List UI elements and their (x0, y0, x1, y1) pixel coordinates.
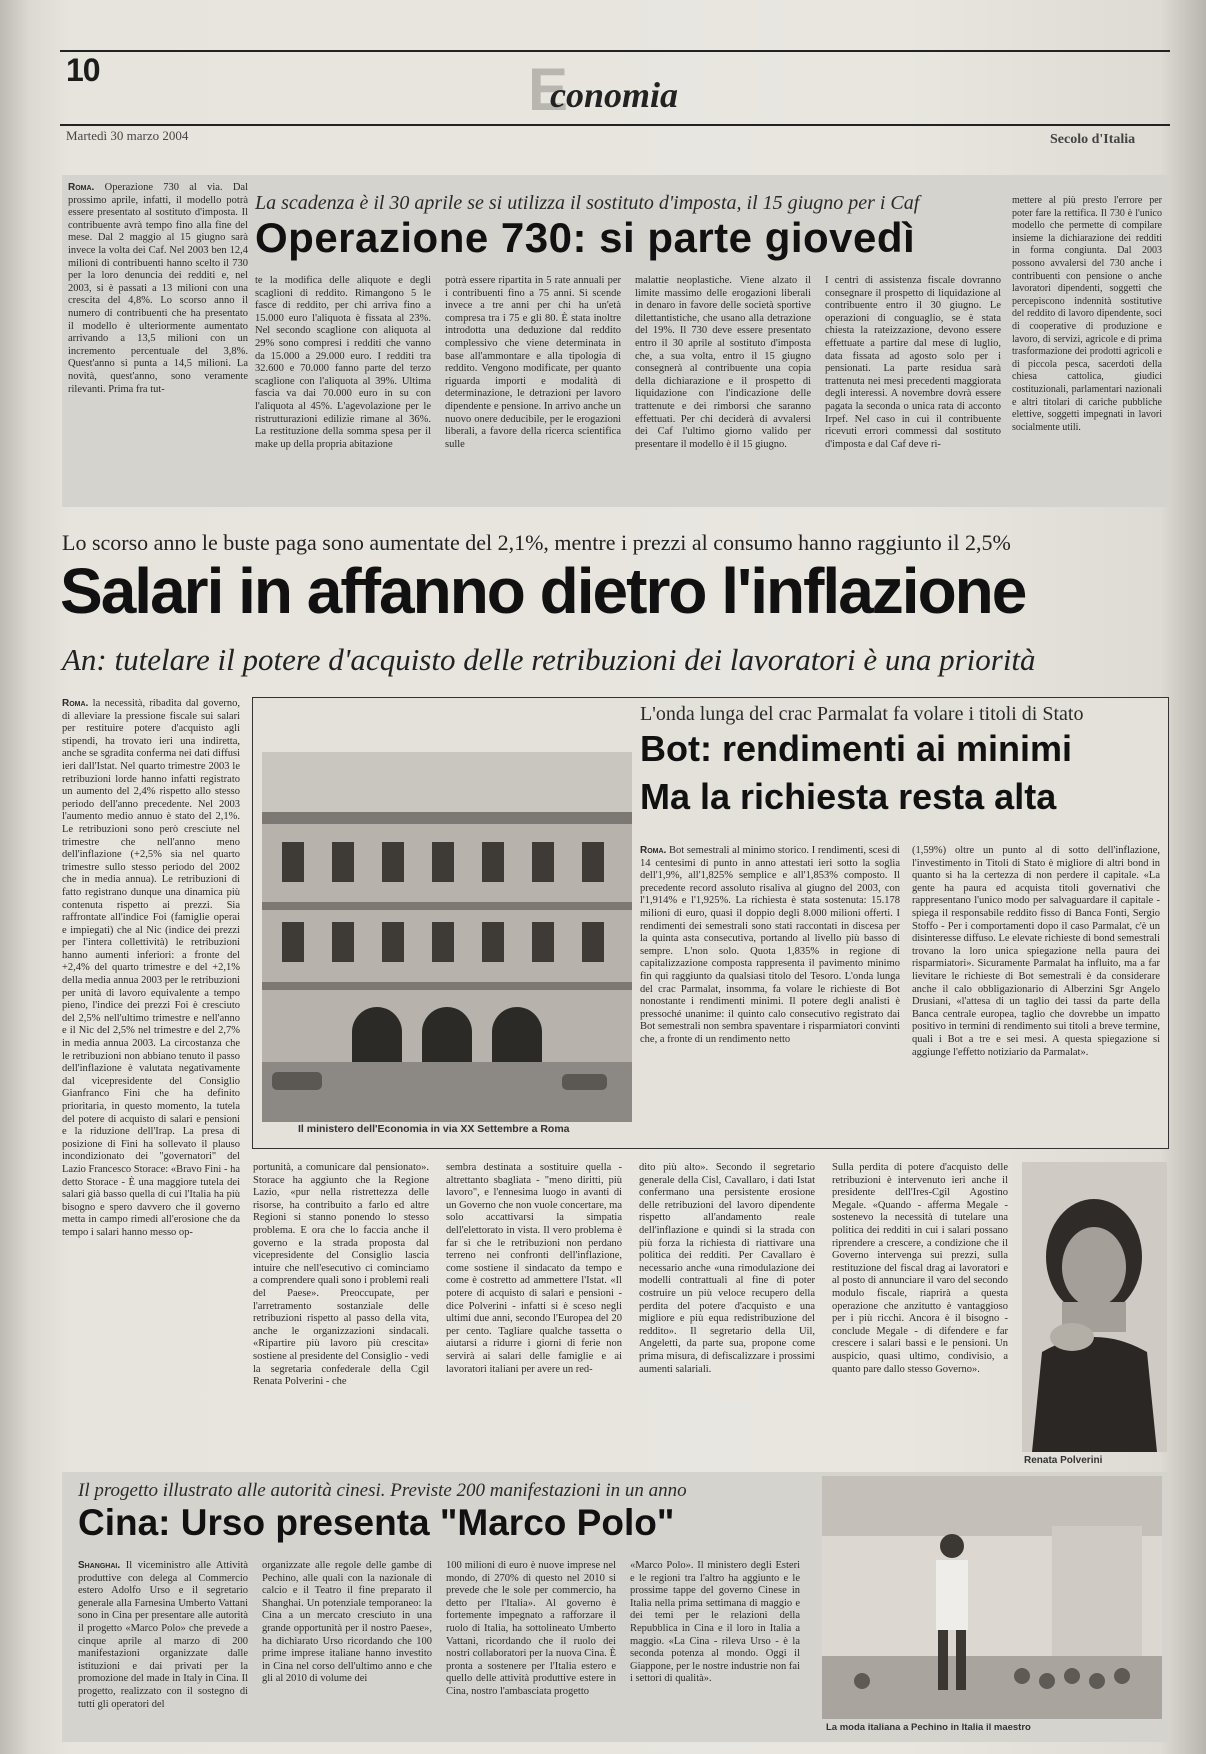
china-kicker: Il progetto illustrato alle autorità cinesi. Previste 200 manifestazioni in un anno (78, 1480, 687, 1501)
polverini-photo (1022, 1162, 1167, 1452)
china-col-2: organizzate alle regole delle gambe di Pechino, alle quali con la nazionale di calcio e il Teatro il fine preparato il Shanghai. Un potenziale temporaneo: la Cina a un mercato cresciuto in una grande opportunità per il nostro Paese», ha dichiarato Urso ricordando che 100 prime imprese italiane hanno investito in Cina nel corso dell'ultimo anno e che gli al 2010 di volume dei (262, 1560, 432, 1685)
dateline: Roma. (640, 845, 667, 856)
fashion-show-illustration (822, 1476, 1162, 1719)
section-initial: E (528, 56, 569, 123)
article-730-col-2: te la modifica delle aliquote e degli scaglioni di reddito. Rimangono 5 le fasce di reddito, per chi arriva fino a 15.000 euro l'aliquota è fissata al 23%. Nel secondo scaglione con aliquota al 29% sono compresi i redditi che vanno da 15.000 a 29.000 euro. I redditi tra 32.600 e 70.000 fanno parte del terzo scaglione con l'aliquota al 39%. Ultima fascia va dai 70.000 euro in su con l'aliquota al 45%. L'agevolazione per le ristrutturazioni edilizie rimane al 36%. La restituzione della somma spesa per il make up della propria abitazione (255, 275, 431, 450)
main-subhead: An: tutelare il potere d'acquisto delle retribuzioni dei lavoratori è una priorità (62, 642, 1036, 677)
dateline: Roma. (68, 182, 95, 193)
main-col-4: dito più alto». Secondo il segretario generale della Cisl, Cavallaro, i dati Istat confermano una persistente erosione delle retribuzioni del lavoro dipendente rispetto all'andamento reale dell'inflazione e quindi si la strada con più forza la richiesta di riattivare una politica dei redditi. Per Cavallaro è necessario anche «una rimodulazione dei modelli contrattuali al fine di poter costruire un più veloce recupero della perdita del potere d'acquisto e una migliore e più equa redistribuzione del reddito». Il segretario della Uil, Angeletti, da parte sua, propone come prima misura, di defiscalizzare i prossimi aumenti salariali. (639, 1162, 815, 1375)
header-top-rule (60, 50, 1170, 52)
fashion-show-photo (822, 1476, 1162, 1719)
main-col-3: sembra destinata a sostituire quella - altrettanto sbagliata - "meno diritti, più lavoro", e l'ennesima luogo in avanti di un Governo che non vuole concertare, ma solo accattivarsi la simpatia dell'elettorato in vista. Il vero problema è far sì che le retribuzioni non perdano terreno nei confronti dell'inflazione, come sostiene il sindacato da tempo e come è costretto ad ammettere l'Istat. «Il potere di acquisto di salari e pensioni - dice Polverini - infatti si è sceso negli ultimi due anni, secondo l'Europea del 20 per cento. Tagliare qualche tassetta o aiutarsi a ridurre i giorni di ferie non servirà ai salari delle famiglie e ai lavoratori italiani per avere un red- (446, 1162, 622, 1375)
china-col-1: Shanghai. Il viceministro alle Attività produttive con delega al Commercio estero Adolfo Urso e il segretario generale alla Farnesina Umberto Vattani sono in Cina per presentare alle autorità il progetto «Marco Polo» che prevede a cinque aprile al marzo di 200 manifestazioni organizzate dalle istituzioni e dai privati per la promozione del made in Italy in Cina. Il progetto, realizzato con il sostegno di tutti gli operatori del (78, 1560, 248, 1710)
bot-col-1: Roma. Bot semestrali al minimo storico. I rendimenti, scesi di 14 centesimi di punto in anno attestati ieri sotto la soglia dell'1,9%, all'1,825% semplice e all'1,853% composto. Il precedente record assoluto risaliva al giugno del 2003, con l'1,914% e l'1,925%. La richiesta è stata sostenuta: 15.178 milioni di euro, quasi il doppio degli 8.000 milioni offerti. I rendimenti dei semestrali sono stati raccontati in discesa per la quinta asta consecutiva, portando al livello più basso di sempre. L'non solo. Quota 1,835% in regione di capitalizzazione composta rappresenta il pavimento minimo fin qui raggiunto da qualsiasi titolo del Tesoro. L'onda lunga del crac Parmalat, insomma, fa volare le richieste di Bot nonostante i rendimenti minimi. Il potere degli analisti è pressoché unanime: il quinto calo consecutivo registrato dai Bot semestrali non sembra spaventare i risparmiatori convinti che, a fronte di un rendimento netto (640, 845, 900, 1045)
main-left-col: Roma. la necessità, ribadita dal governo, di alleviare la pressione fiscale sui salari per restituire potere d'acquisto agli stipendi, ha trovato ieri una indiretta, anche se sgradita conferma nei dati diffusi ieri dall'Istat. Nel quarto trimestre 2003 le retribuzioni lorde hanno infatti registrato un aumento del 2,4% rispetto allo stesso periodo dell'anno precedente. Nel 2003 l'aumento medio annuo è stato del 2,1%. Le retribuzioni sono però cresciute nel trimestre che nell'anno meno dell'inflazione (+2,5% sia nel quarto trimestre sullo stesso periodo del 2002 che in media annua). Le retribuzioni di fatto registrano dunque una dinamica più contenuta rispetto ai prezzi. Sia raffrontate all'indice Foi (famiglie operai e impiegati) che al Nic (indice dei prezzi per l'intera collettività) le retribuzioni hanno aumenti inferiori: a fronte del +2,4% del quarto trimestre e del +2,1% della media annua 2003 per le retribuzioni per unità di lavoro equivalente a tempo pieno, l'indice dei prezzi Foi è cresciuto del 2,5% nell'ultimo trimestre e nell'anno e il Nic del 2,5% nel trimestre e del 2,7% in media annua 2003. La circostanza che le retribuzioni non abbiano tenuto il passo dell'inflazione è valutata negativamente dal vicepresidente del Consiglio Gianfranco Fini che ha definito prioritaria, in questo momento, la tutela del potere di acquisto di salari e pensioni e la riduzione dell'Irap. La presa di posizione di Fini ha sollevato il plauso incondizionato dei "governatori" del Lazio Francesco Storace: «Bravo Fini - ha detto Storace - È una maggiore tutela dei salari già basso quella di cui l'Italia ha più bisogno e spero davvero che il governo metta in campo rimedi all'erosione che da tempo i salari hanno messo op- (62, 698, 240, 1238)
ministry-building-illustration (262, 752, 632, 1122)
article-730-col-5: I centri di assistenza fiscale dovranno consegnare il prospetto di liquidazione al contribuente entro il 30 giugno. Le operazioni di conguaglio, se è stata chiesta la rateizzazione, devono essere effettuate a partire dal mese di luglio, data fissata ad agosto solo per i pensionati. La parte residua sarà trattenuta nei mesi precedenti maggiorata degli interessi. A novembre dovrà essere pagata la seconda o unica rata di acconto Irpef. Nel caso in cui il contribuente ricevuti errori commessi dal sostituto d'imposta e dal Caf deve ri- (825, 275, 1001, 450)
polverini-caption: Renata Polverini (1024, 1455, 1103, 1466)
bot-headline-line-2: Ma la richiesta resta alta (640, 776, 1057, 817)
ministry-building-photo (262, 752, 632, 1122)
header-date: Martedì 30 marzo 2004 (66, 128, 189, 143)
portrait-illustration (1022, 1162, 1167, 1452)
article-730-kicker: La scadenza è il 30 aprile se si utilizza il sostituto d'imposta, il 15 giugno per i Caf (255, 192, 920, 214)
bot-col-2: (1,59%) oltre un punto al di sotto dell'inflazione, l'investimento in Titoli di Stato è migliore di altri bond in quanto si ha la certezza di non perdere il capitale. «La gente ha paura ed acquista titoli governativi che rappresentano l'unico modo per salvaguardare il capitale - spiega il responsabile reddito fisso di Banca Fonti, Sergio Stoffo - Per i comportamenti dopo il caso Parmalat, c'è un disinteresse diffuso. Le elevate richieste di bond semestrali trovano la loro unica spiegazione nella paura dei risparmiatori». Sicuramente Parmalat ha influito, ma a far lievitare le richieste di Bot semestrali è da considerare anche il calo obbligazionario di Alberzini Sgr Angelo Drusiani, «l'attesa di un taglio dei tassi da parte della Banca centrale europea, taglio che dovrebbe un impatto positivo in termini di rendimento sui titoli a breve termine, quali i Bot a tre e sei mesi. A questa spiegazione si aggiunge l'effetto notiziario da Parmalat». (912, 845, 1160, 1058)
china-col-3: 100 milioni di euro è nuove imprese nel mondo, di 270% di questo nel 2010 si prevede che le sole per commercio, ha detto per l'Italia». Al governo è fortemente impegnato a rafforzare il ruolo di Italia, ha sottolineato Umberto Vattani, ricordando che il ruolo dei nostri collaboratori per la nuova Cina. È pronta a sostenere per l'Italia estero e quello delle attività produttive estere in Cina, nostro l'ambasciata progetto (446, 1560, 616, 1697)
ministry-photo-caption: Il ministero dell'Economia in via XX Settembre a Roma (298, 1123, 570, 1135)
china-headline: Cina: Urso presenta "Marco Polo" (78, 1502, 675, 1543)
main-kicker: Lo scorso anno le buste paga sono aumentate del 2,1%, mentre i prezzi al consumo hanno raggiunto il 2,5% (62, 530, 1011, 555)
header-bottom-rule (60, 124, 1170, 126)
section-name: conomia (550, 75, 679, 115)
article-730-col-1: Roma. Operazione 730 al via. Dal prossimo aprile, infatti, il modello potrà essere presentato al sostituto d'imposta. Il contribuente avrà tempo fino alla fine del mese. Dal 2 maggio al 15 giugno sarà invece la volta dei Caf. Nel 2003 ben 12,4 milioni di contribuenti hanno scelto il 730 per la loro denuncia dei redditi e, nel 2003, si è passati a 13 milioni con una crescita del 4,8%. Lo scorso anno il numero di contribuenti che ha presentato il modello è ulteriormente aumentato arrivando a 13,5 milioni con un incremento percentuale del 3,8%. Quest'anno si punta a 14,5 milioni. La novità, quest'anno, sono veramente rilevanti. Prima fra tut- (68, 182, 248, 395)
page-number: 10 (66, 52, 100, 88)
article-730-headline: Operazione 730: si parte giovedì (255, 214, 916, 261)
fashion-photo-caption: La moda italiana a Pechino in Italia il maestro (826, 1722, 1031, 1733)
article-730-col-6: mettere al più presto l'errore per poter fare la rettifica. Il 730 è l'unico modello che permette di compilare insieme la dichiarazione dei redditi in forma congiunta. Dal 2003 possono avvalersi del 730 anche i contribuenti con pensione o anche lavoratori dipendenti, soggetti che percepiscono indennità sostitutive del reddito di lavoro dipendente, soci di cooperative di produzione e lavoro, di servizi, agricole e di prima trasformazione dei prodotti agricoli e di piccola pesca, sacerdoti della chiesa cattolica, giudici costituzionali, parlamentari nazionali e altri titolari di cariche pubbliche elettive, soggetti impegnati in lavori socialmente utili. (1012, 195, 1162, 433)
paper-name: Secolo d'Italia (1050, 132, 1136, 147)
main-headline: Salari in affanno dietro l'inflazione (60, 555, 1026, 627)
main-col-2: portunità, a comunicare dal pensionato». Storace ha aggiunto che la Regione Lazio, «pur nella ristrettezza delle risorse, ha contribuito a farlo ed altre Regioni si stanno ponendo lo stesso problema. E ora che lo faccia anche il governo e la strada proposta dal vicepresidente del Consiglio lascia intuire che nell'esecutivo ci cominciamo a comprendere quali sono i problemi reali del Paese». Preoccupate, per l'arretramento sostanziale delle retribuzioni rispetto al passo della vita, anche le organizzazioni sindacali. «Ripartire più lavoro più crescita» sostiene al presidente del Consiglio - vedi la segretaria confederale della Cgil Renata Polverini - che (253, 1162, 429, 1388)
dateline: Shanghai. (78, 1560, 121, 1571)
main-col-5: Sulla perdita di potere d'acquisto delle retribuzioni è intervenuto ieri anche il presidente dell'Ires-Cgil Agostino Megale. «Quando - afferma Megale - sostenevo la necessità di tutelare una politica dei redditi in cui i salari possano riprendere a crescere, a condizione che il Governo intervenga sui prezzi, sulla restituzione del fiscal drag ai lavoratori e al posto di annunciare il varo del secondo modulo fiscale, riaprirà a questa operazione che anzitutto è vantaggioso per i più ricchi. Ancora è il bisogno - conclude Megale - di difendere e far crescere i salari bassi e le pensioni. Un auspicio, quasi ultimo, condivisio, a quanto pare dallo stesso Governo». (832, 1162, 1008, 1375)
dateline: Roma. (62, 698, 89, 709)
article-730-col-4: malattie neoplastiche. Viene alzato il limite massimo delle erogazioni liberali in denaro in favore delle società sportive dilettantistiche, che usano alla detrazione del 19%. Il 730 deve essere presentato entro il 30 aprile al sostituto d'imposta che, a sua volta, entro il 15 giugno consegnerà al contribuente una copia della dichiarazione e il prospetto di liquidazione con l'indicazione delle trattenute e dei rimborsi che saranno effettuati. Per chi deciderà di avvalersi dei Caf l'ultimo giorno valido per presentare il modello è il 15 giugno. (635, 275, 811, 450)
bot-headline-line-1: Bot: rendimenti ai minimi (640, 728, 1073, 769)
china-col-4: «Marco Polo». Il ministero degli Esteri e le regioni tra l'altro ha aggiunto e le prossime tappe del governo Cinese in Italia nella prima settimana di maggio e dei temi per le relazioni della Repubblica in Cina e il loro in Italia a maggio. «La Cina - rileva Urso - è la seconda potenza al mondo. Oggi il Giappone, per le nostre industrie non fai i settori di qualità». (630, 1560, 800, 1685)
bot-kicker: L'onda lunga del crac Parmalat fa volare i titoli di Stato (640, 703, 1084, 725)
article-730-col-3: potrà essere ripartita in 5 rate annuali per i contribuenti fino a 75 anni. Si scende invece a tre anni per chi ha un'età compresa tra i 75 e gli 80. È stata inoltre introdotta una deduzione dal reddito complessivo che viene determinata in base all'ammontare e alla tipologia di reddito. Vengono modificate, per quanto riguarda importi e modalità di determinazione, le detrazioni per lavoro dipendente e pensione. In arrivo anche un nuovo onere deducibile, per le erogazioni liberali, a favore della ricerca scientifica sulle (445, 275, 621, 450)
